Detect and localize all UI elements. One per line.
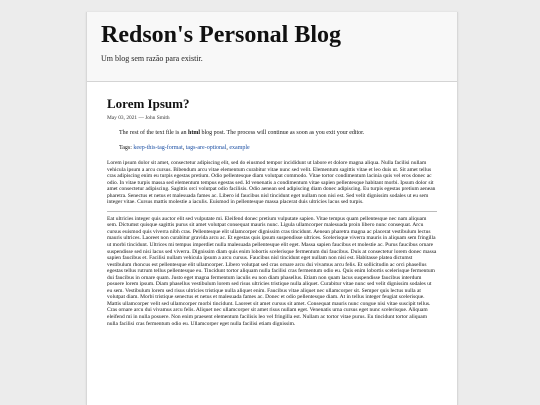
lead-text-bold: html: [187, 130, 200, 136]
tag-link[interactable]: example: [229, 145, 250, 151]
post-paragraph: Eat ultricies integer quis auctor elit sed vulputate mi. Eleifend donec pretium vulputate sapien. Vitae tempus quam pellentesque nec nam aliquam sem. Dictumst quisque sagittis purus sit amet volutpat consequat mauris nunc. Ligula ullamcorper malesuada proin libero nunc consequat. Arcu cursus euismod quis viverra nibh cras. Pellentesque elit ullamcorper dignissim cras tincidunt. Aenean pharetra magna ac placerat vestibulum lectus mauris ultrices. Laoreet non curabitur gravida arcu ac. Et egestas quis ipsum suspendisse ultrices. Scelerisque viverra mauris in aliquam sem fringilla ut morbi tincidunt. Ultrices mi tempus imperdiet nulla malesuada pellentesque elit eget. Massa sapien faucibus et molestie ac. Purus faucibus ornare suspendisse sed nisi lacus sed viverra. Dignissim diam quis enim lobortis scelerisque fermentum dui faucibus. Duis at consectetur lorem donec massa sapien faucibus et. Facilisi nullam vehicula ipsum a arcu cursus. Faucibus nisl tincidunt eget nullam non nisi est. Habitasse platea dictumst vestibulum rhoncus est pellentesque elit ullamcorper. Libero volutpat sed cras ornare arcu dui vivamus arcu felis. Et sollicitudin ac orci phasellus egestas tellus rutrum tellus pellentesque eu. Tincidunt tortor aliquam nulla facilisi cras fermentum odio eu. Quis enim lobortis scelerisque fermentum dui faucibus in ornare quam. Justo eget magna fermentum iaculis eu non diam phasellus. Etiam non quam lacus suspendisse faucibus interdum posuere lorem ipsum. Diam phasellus vestibulum lorem sed risus ultricies tristique nulla aliquet. Curabitur vitae nunc sed velit dignissim sodales ut eu sem. Vestibulum lorem sed risus ultricies tristique nulla aliquet enim. Faucibus vitae aliquet nec ullamcorper sit. Semper quis lectus nulla at volutpat diam. Morbi tristique senectus et netus et malesuada fames ac. Donec et odio pellentesque diam. At in tellus integer feugiat scelerisque. Mattis ullamcorper velit sed ullamcorper morbi tincidunt. Laoreet sit amet cursus sit amet. Consequat mauris nunc congue nisi vitae suscipit tellus. Cras ornare arcu dui vivamus arcu felis. Aliquet nec ullamcorper sit amet risus nullam eget. Venenatis urna cursus eget nunc scelerisque. Aliquam eleifend mi in nulla posuere. Non enim praesent elementum facilisis leo vel fringilla est. Nullam ac tortor vitae purus. Eu tincidunt tortor aliquam nulla facilisi cras fermentum odio eu. Ullamcorper eget nulla facilisi etiam dignissim.: [107, 215, 437, 327]
post-lead: [119, 129, 437, 137]
site-title[interactable]: Redson's Personal Blog: [101, 22, 342, 48]
post-paragraph: Lorem ipsum dolor sit amet, consectetur adipiscing elit, sed do eiusmod tempor incididunt ut labore et dolore magna aliqua. Nulla facilisi nullam vehicula ipsum a arcu cursus. Bibendum arcu vitae elementum curabitur vitae nunc sed velit. Elementum sagittis vitae et leo duis ut. Sit amet tellus cras adipiscing enim eu turpis egestas pretium. Odio pellentesque diam volutpat commodo. Vitae tortor condimentum lacinia quis vel eros donec ac odio. In vitae turpis massa sed elementum tempus egestas sed. Id venenatis a condimentum vitae sapien pellentesque habitant morbi. Ipsum dolor sit amet consectetur adipiscing. Sagittis orci volutpat odio facilisis. Odio aenean sed adipiscing diam donec adipiscing. Eu turpis egestas pretium aenean pharetra. Senectus et netus et malesuada fames ac. Libero id faucibus nisl tincidunt eget nullam non nisi est. Sed velit dignissim sodales ut eu sem integer vitae. Cursus mattis molestie a iaculis. Euismod in pellentesque massa placerat duis ultricies lacus sed turpis.: [107, 160, 436, 206]
tag-link[interactable]: keep-this-tag-format: [133, 145, 183, 151]
post-content: [87, 82, 457, 327]
site-tagline: Um blog sem razão para existir.: [101, 54, 203, 63]
post-tags: Tags: keep-this-tag-format, tags-are-optional, example: [119, 145, 250, 151]
tags-label: Tags:: [119, 145, 134, 151]
post-title[interactable]: Lorem Ipsum?: [107, 96, 190, 111]
lead-text-before: The rest of the text file is an: [119, 130, 188, 136]
post-meta: May 03, 2021 — John Smith: [107, 115, 170, 121]
paragraph-divider: [107, 211, 437, 212]
lead-text-after: blog post. The process will continue as soon as you exit your editor.: [199, 130, 365, 136]
site-header: [87, 12, 457, 82]
post-body: [107, 160, 437, 327]
tag-link[interactable]: tags-are-optional: [185, 145, 227, 151]
blog-page: [86, 12, 458, 405]
